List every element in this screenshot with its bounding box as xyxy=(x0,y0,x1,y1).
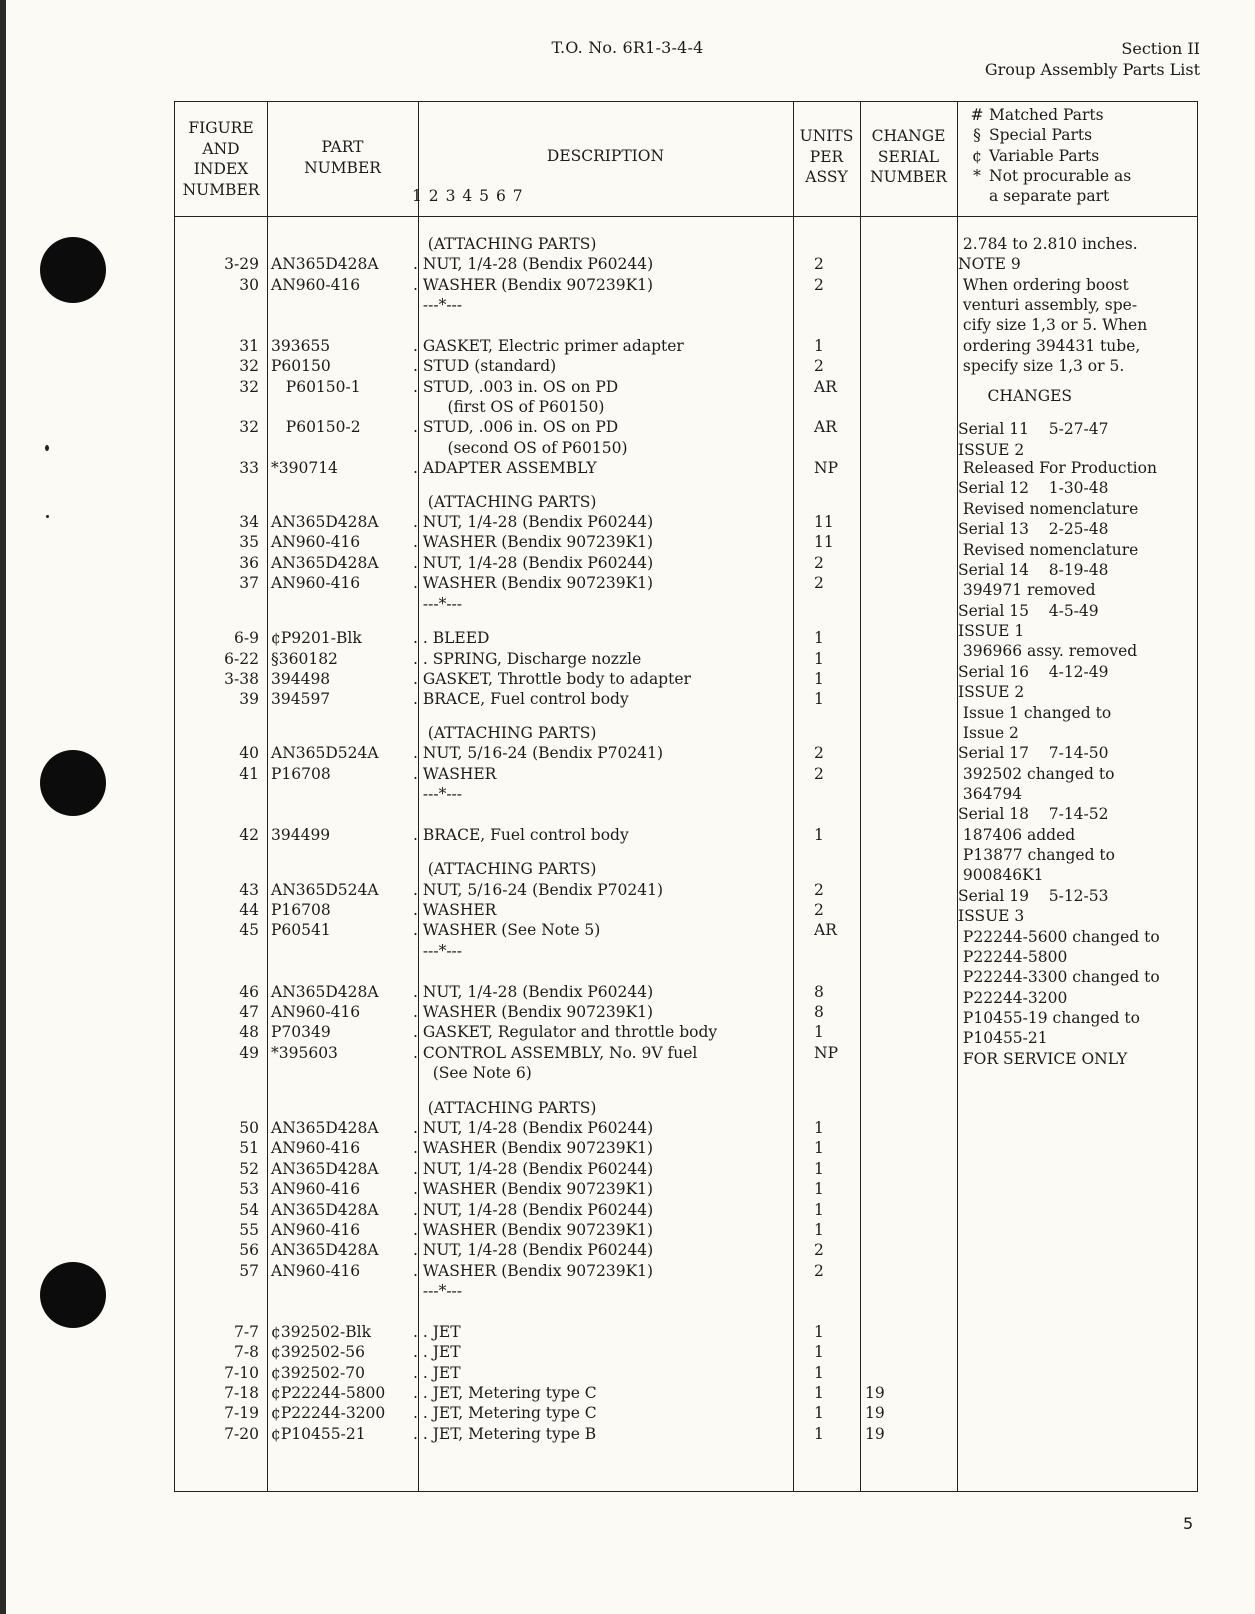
figure-index-cell: 7-20 xyxy=(224,1424,259,1443)
figure-index-cell: 6-9 xyxy=(234,629,259,648)
part-number-cell: AN365D428A xyxy=(271,982,379,1001)
header-description: DESCRIPTION xyxy=(546,147,665,165)
units-cell: 2 xyxy=(814,764,824,783)
description-cell: . . JET, Metering type B xyxy=(413,1424,597,1443)
units-cell: 2 xyxy=(814,1241,824,1260)
part-number-cell: AN960-416 xyxy=(271,1261,361,1280)
figure-index-cell: 35 xyxy=(239,533,259,552)
note-line: Serial 11 5-27-47 xyxy=(958,420,1109,439)
technical-order-number: T.O. No. 6R1-3-4-4 xyxy=(551,38,704,57)
description-cell: (ATTACHING PARTS) xyxy=(413,235,597,253)
description-cell: . WASHER (See Note 5) xyxy=(413,921,601,940)
units-cell: 1 xyxy=(814,1119,824,1138)
legend-text: Not procurable as xyxy=(989,166,1132,185)
change-serial-cell: 19 xyxy=(865,1383,885,1402)
part-number-cell: AN960-416 xyxy=(271,1139,361,1158)
units-cell: 2 xyxy=(814,275,824,294)
description-cell: (See Note 6) xyxy=(413,1064,532,1083)
part-number-cell: AN960-416 xyxy=(271,1220,361,1239)
part-number-cell: P16708 xyxy=(271,901,331,920)
hash-symbol-icon: # xyxy=(970,106,984,124)
figure-index-cell: 45 xyxy=(239,921,259,940)
description-cell: (ATTACHING PARTS) xyxy=(413,492,597,511)
part-number-cell: ¢P22244-5800 xyxy=(271,1383,386,1402)
punch-hole-middle xyxy=(40,750,106,816)
punch-hole-bottom xyxy=(40,1262,106,1328)
note-line: ordering 394431 tube, xyxy=(958,336,1141,355)
description-cell: . ADAPTER ASSEMBLY xyxy=(413,459,597,478)
note-line: 2.784 to 2.810 inches. xyxy=(958,235,1138,253)
header-text: NUMBER xyxy=(870,168,947,186)
part-number-cell: *395603 xyxy=(271,1043,338,1062)
units-cell: 1 xyxy=(814,1139,824,1158)
description-cell: . NUT, 1/4-28 (Bendix P60244) xyxy=(413,1200,654,1219)
part-number-cell: ¢P22244-3200 xyxy=(271,1404,386,1423)
units-cell: 2 xyxy=(814,574,824,593)
section-label: Section II xyxy=(1121,39,1200,58)
header-text: NUMBER xyxy=(304,158,381,177)
figure-index-cell: 33 xyxy=(239,459,259,478)
part-number-cell: 394597 xyxy=(271,690,331,709)
part-number-cell: AN960-416 xyxy=(271,533,361,552)
units-cell: AR xyxy=(814,921,837,940)
figure-index-cell: 53 xyxy=(239,1180,259,1199)
units-cell: 2 xyxy=(814,901,824,920)
legend-text: Special Parts xyxy=(989,126,1093,145)
legend-text: Variable Parts xyxy=(989,146,1100,165)
header-text: SERIAL xyxy=(877,147,940,166)
note-line: Serial 13 2-25-48 xyxy=(958,520,1109,539)
part-number-cell: ¢392502-70 xyxy=(271,1363,365,1382)
units-cell: NP xyxy=(814,459,838,478)
part-number-cell: AN960-416 xyxy=(271,1002,361,1021)
page-number: 5 xyxy=(1183,1514,1194,1533)
note-line: Serial 16 4-12-49 xyxy=(958,662,1109,681)
description-cell: . NUT, 1/4-28 (Bendix P60244) xyxy=(413,982,654,1001)
note-line: cify size 1,3 or 5. When xyxy=(958,316,1148,335)
part-number-cell: AN960-416 xyxy=(271,1180,361,1199)
units-cell: AR xyxy=(814,418,837,437)
note-line: ISSUE 2 xyxy=(958,683,1025,702)
figure-index-cell: 52 xyxy=(239,1159,259,1178)
scan-edge xyxy=(0,0,6,1614)
part-number-cell: P60541 xyxy=(271,921,331,940)
part-number-cell: AN365D428A xyxy=(271,1159,379,1178)
figure-index-cell: 3-29 xyxy=(224,255,259,274)
figure-index-cell: 32 xyxy=(239,377,259,396)
figure-index-cell: 43 xyxy=(239,880,259,899)
note-line: Serial 15 4-5-49 xyxy=(958,601,1099,620)
units-cell: 11 xyxy=(814,513,834,532)
part-number-cell: AN960-416 xyxy=(271,574,361,593)
figure-index-cell: 7-18 xyxy=(224,1383,259,1402)
description-cell: ---*--- xyxy=(413,594,463,613)
units-cell: 1 xyxy=(814,1424,824,1443)
note-line: P13877 changed to xyxy=(958,846,1115,865)
description-cell: . BRACE, Fuel control body xyxy=(413,690,629,709)
part-number-cell: AN365D428A xyxy=(271,1200,379,1219)
figure-index-cell: 37 xyxy=(239,574,259,593)
description-cell: . WASHER (Bendix 907239K1) xyxy=(413,1261,654,1280)
scan-speck xyxy=(46,515,49,518)
units-cell: 1 xyxy=(814,1220,824,1239)
part-number-cell: P16708 xyxy=(271,764,331,783)
note-line: Serial 17 7-14-50 xyxy=(958,744,1109,763)
note-line: 900846K1 xyxy=(958,866,1044,885)
description-cell: . WASHER (Bendix 907239K1) xyxy=(413,574,654,593)
note-line: P10455-19 changed to xyxy=(958,1009,1140,1028)
part-number-cell: §360182 xyxy=(271,649,338,668)
parts-list-table xyxy=(174,101,1198,1492)
description-cell: . . BLEED xyxy=(413,629,490,648)
description-cell: . WASHER xyxy=(413,764,497,783)
description-cell: . WASHER (Bendix 907239K1) xyxy=(413,1180,654,1199)
note-line: ISSUE 1 xyxy=(958,622,1025,641)
note-line: 392502 changed to xyxy=(958,764,1115,783)
column-divider xyxy=(267,102,268,1491)
description-cell: ---*--- xyxy=(413,941,463,960)
figure-index-cell: 55 xyxy=(239,1220,259,1239)
description-cell: . NUT, 1/4-28 (Bendix P60244) xyxy=(413,1159,654,1178)
part-number-cell: 394499 xyxy=(271,825,331,844)
part-number-cell: ¢P10455-21 xyxy=(271,1424,366,1443)
header-text: FIGURE xyxy=(188,119,254,137)
header-part-number xyxy=(267,137,418,178)
figure-index-cell: 7-7 xyxy=(234,1322,259,1341)
description-cell: ---*--- xyxy=(413,296,463,315)
description-cell: . STUD, .003 in. OS on PD xyxy=(413,377,619,396)
note-line: NOTE 9 xyxy=(958,255,1021,274)
units-cell: 1 xyxy=(814,1322,824,1341)
units-cell: 2 xyxy=(814,357,824,376)
note-line: 187406 added xyxy=(958,825,1076,844)
figure-index-cell: 39 xyxy=(239,690,259,709)
legend-not-procurable xyxy=(965,166,1131,186)
description-cell: . WASHER (Bendix 907239K1) xyxy=(413,1220,654,1239)
description-cell: . NUT, 5/16-24 (Bendix P70241) xyxy=(413,880,664,899)
description-cell: . . JET xyxy=(413,1343,461,1362)
description-cell: . BRACE, Fuel control body xyxy=(413,825,629,844)
figure-index-cell: 44 xyxy=(239,901,259,920)
description-cell: . NUT, 1/4-28 (Bendix P60244) xyxy=(413,513,654,532)
figure-index-cell: 46 xyxy=(239,982,259,1001)
description-cell: . WASHER xyxy=(413,901,497,920)
description-cell: . NUT, 1/4-28 (Bendix P60244) xyxy=(413,553,654,572)
legend-matched xyxy=(965,105,1131,125)
units-cell: 1 xyxy=(814,1404,824,1423)
punch-hole-top xyxy=(40,237,106,303)
units-cell: 1 xyxy=(814,1363,824,1382)
note-line: When ordering boost xyxy=(958,275,1129,294)
legend-text: Matched Parts xyxy=(989,106,1104,124)
description-cell: . NUT, 1/4-28 (Bendix P60244) xyxy=(413,1119,654,1138)
legend-special xyxy=(965,125,1131,145)
scan-speck xyxy=(45,445,49,451)
change-serial-cell: 19 xyxy=(865,1404,885,1423)
note-line: Revised nomenclature xyxy=(958,540,1139,559)
figure-index-cell: 6-22 xyxy=(224,649,259,668)
description-cell: . NUT, 1/4-28 (Bendix P60244) xyxy=(413,255,654,274)
description-cell: . . JET, Metering type C xyxy=(413,1404,597,1423)
figure-index-cell: 7-19 xyxy=(224,1404,259,1423)
figure-index-cell: 30 xyxy=(239,275,259,294)
figure-index-cell: 51 xyxy=(239,1139,259,1158)
part-number-cell: P60150-2 xyxy=(271,418,361,437)
description-cell: . STUD, .006 in. OS on PD xyxy=(413,418,619,437)
asterisk-symbol-icon: * xyxy=(973,166,981,185)
header-figure-index xyxy=(175,118,267,200)
header-text: ASSY xyxy=(805,168,848,186)
figure-index-cell: 50 xyxy=(239,1119,259,1138)
header-change-serial xyxy=(860,126,957,188)
note-line: Serial 19 5-12-53 xyxy=(958,886,1109,905)
header-text: CHANGE xyxy=(871,127,946,145)
description-cell: (second OS of P60150) xyxy=(413,438,628,457)
figure-index-cell: 36 xyxy=(239,553,259,572)
note-line: Issue 1 changed to xyxy=(958,703,1112,722)
part-number-cell: AN365D524A xyxy=(271,880,379,899)
part-number-cell: AN365D428A xyxy=(271,1119,379,1138)
description-cell: . WASHER (Bendix 907239K1) xyxy=(413,275,654,294)
note-line: CHANGES xyxy=(958,386,1073,405)
units-cell: 2 xyxy=(814,880,824,899)
part-number-cell: ¢392502-56 xyxy=(271,1343,365,1362)
description-cell: . STUD (standard) xyxy=(413,357,557,376)
units-cell: 8 xyxy=(814,982,824,1001)
header-text: PART xyxy=(321,138,364,156)
figure-index-cell: 32 xyxy=(239,418,259,437)
part-number-cell: AN365D428A xyxy=(271,553,379,572)
note-line: P22244-3300 changed to xyxy=(958,968,1160,987)
note-line: Issue 2 xyxy=(958,723,1019,742)
section-symbol-icon: § xyxy=(973,126,981,145)
figure-index-cell: 57 xyxy=(239,1261,259,1280)
units-cell: 2 xyxy=(814,553,824,572)
figure-index-cell: 49 xyxy=(239,1043,259,1062)
description-cell: . GASKET, Throttle body to adapter xyxy=(413,669,691,688)
header-text: PER xyxy=(809,147,844,166)
note-line: Released For Production xyxy=(958,459,1157,478)
units-cell: 2 xyxy=(814,1261,824,1280)
note-line: P22244-3200 xyxy=(958,988,1068,1007)
description-cell: . . JET xyxy=(413,1322,461,1341)
header-text: NUMBER xyxy=(182,180,260,199)
note-line: FOR SERVICE ONLY xyxy=(958,1049,1128,1068)
units-cell: 2 xyxy=(814,255,824,274)
description-cell: . WASHER (Bendix 907239K1) xyxy=(413,1139,654,1158)
header-indent-scale: 1 2 3 4 5 6 7 xyxy=(412,187,524,205)
description-cell: . . SPRING, Discharge nozzle xyxy=(413,649,642,668)
description-cell: (first OS of P60150) xyxy=(413,397,605,416)
part-number-cell: AN960-416 xyxy=(271,275,361,294)
header-text: AND xyxy=(202,139,240,158)
units-cell: 1 xyxy=(814,1023,824,1042)
note-line: Revised nomenclature xyxy=(958,499,1139,518)
description-cell: . . JET, Metering type C xyxy=(413,1383,597,1402)
note-line: Serial 12 1-30-48 xyxy=(958,479,1109,498)
part-number-cell: ¢P9201-Blk xyxy=(271,629,362,648)
note-line: 396966 assy. removed xyxy=(958,642,1138,661)
figure-index-cell: 56 xyxy=(239,1241,259,1260)
description-cell: . GASKET, Regulator and throttle body xyxy=(413,1023,718,1042)
part-number-cell: ¢392502-Blk xyxy=(271,1322,372,1341)
units-cell: 11 xyxy=(814,533,834,552)
change-serial-cell: 19 xyxy=(865,1424,885,1443)
note-line: Serial 14 8-19-48 xyxy=(958,560,1109,579)
description-cell: ---*--- xyxy=(413,1282,463,1301)
units-cell: 1 xyxy=(814,690,824,709)
description-cell: . WASHER (Bendix 907239K1) xyxy=(413,1002,654,1021)
note-line: P22244-5800 xyxy=(958,947,1068,966)
figure-index-cell: 48 xyxy=(239,1023,259,1042)
description-cell: . GASKET, Electric primer adapter xyxy=(413,336,684,355)
units-cell: 1 xyxy=(814,649,824,668)
figure-index-cell: 40 xyxy=(239,744,259,763)
units-cell: 2 xyxy=(814,744,824,763)
description-cell: ---*--- xyxy=(413,784,463,803)
units-cell: 1 xyxy=(814,336,824,355)
part-number-cell: P60150 xyxy=(271,357,331,376)
note-line: ISSUE 3 xyxy=(958,907,1025,926)
figure-index-cell: 41 xyxy=(239,764,259,783)
description-cell: . CONTROL ASSEMBLY, No. 9V fuel xyxy=(413,1043,698,1062)
note-line: P10455-21 xyxy=(958,1029,1048,1048)
column-divider xyxy=(793,102,794,1491)
units-cell: 1 xyxy=(814,825,824,844)
description-cell: (ATTACHING PARTS) xyxy=(413,1098,597,1117)
note-line: specify size 1,3 or 5. xyxy=(958,357,1125,376)
units-cell: 1 xyxy=(814,1180,824,1199)
part-number-cell: *390714 xyxy=(271,459,338,478)
units-cell: 1 xyxy=(814,1343,824,1362)
units-cell: 1 xyxy=(814,629,824,648)
units-cell: 1 xyxy=(814,1383,824,1402)
note-line: 394971 removed xyxy=(958,581,1096,600)
note-line: P22244-5600 changed to xyxy=(958,927,1160,946)
figure-index-cell: 7-10 xyxy=(224,1363,259,1382)
part-number-cell: P60150-1 xyxy=(271,377,361,396)
figure-index-cell: 32 xyxy=(239,357,259,376)
header-text: UNITS xyxy=(799,127,854,145)
section-title: Group Assembly Parts List xyxy=(984,60,1200,79)
units-cell: NP xyxy=(814,1043,838,1062)
figure-index-cell: 34 xyxy=(239,513,259,532)
part-number-cell: P70349 xyxy=(271,1023,331,1042)
figure-index-cell: 47 xyxy=(239,1002,259,1021)
figure-index-cell: 31 xyxy=(239,336,259,355)
figure-index-cell: 42 xyxy=(239,825,259,844)
part-number-cell: 393655 xyxy=(271,336,331,355)
header-divider xyxy=(175,216,1197,217)
legend-not-procurable-cont: a separate part xyxy=(989,187,1110,206)
description-cell: . NUT, 5/16-24 (Bendix P70241) xyxy=(413,744,664,763)
figure-index-cell: 7-8 xyxy=(234,1343,259,1362)
description-cell: (ATTACHING PARTS) xyxy=(413,723,597,742)
note-line: 364794 xyxy=(958,784,1023,803)
note-line: ISSUE 2 xyxy=(958,440,1025,459)
description-cell: . . JET xyxy=(413,1363,461,1382)
part-number-cell: AN365D428A xyxy=(271,1241,379,1260)
legend-variable xyxy=(965,146,1131,166)
units-cell: 1 xyxy=(814,1159,824,1178)
units-cell: 1 xyxy=(814,669,824,688)
cent-symbol-icon: ¢ xyxy=(972,146,982,165)
units-cell: 1 xyxy=(814,1200,824,1219)
section-header xyxy=(985,38,1200,80)
part-number-cell: AN365D524A xyxy=(271,744,379,763)
description-cell: . WASHER (Bendix 907239K1) xyxy=(413,533,654,552)
column-divider xyxy=(860,102,861,1491)
units-cell: AR xyxy=(814,377,837,396)
note-line: venturi assembly, spe- xyxy=(958,296,1138,315)
header-text: INDEX xyxy=(193,160,249,178)
description-cell: . NUT, 1/4-28 (Bendix P60244) xyxy=(413,1241,654,1260)
part-number-cell: AN365D428A xyxy=(271,513,379,532)
part-number-cell: 394498 xyxy=(271,669,331,688)
units-cell: 8 xyxy=(814,1002,824,1021)
figure-index-cell: 54 xyxy=(239,1200,259,1219)
description-cell: (ATTACHING PARTS) xyxy=(413,860,597,879)
note-line: Serial 18 7-14-52 xyxy=(958,805,1109,824)
part-number-cell: AN365D428A xyxy=(271,255,379,274)
symbol-legend xyxy=(965,105,1131,206)
header-units-per-assy xyxy=(793,126,860,188)
figure-index-cell: 3-38 xyxy=(224,669,259,688)
